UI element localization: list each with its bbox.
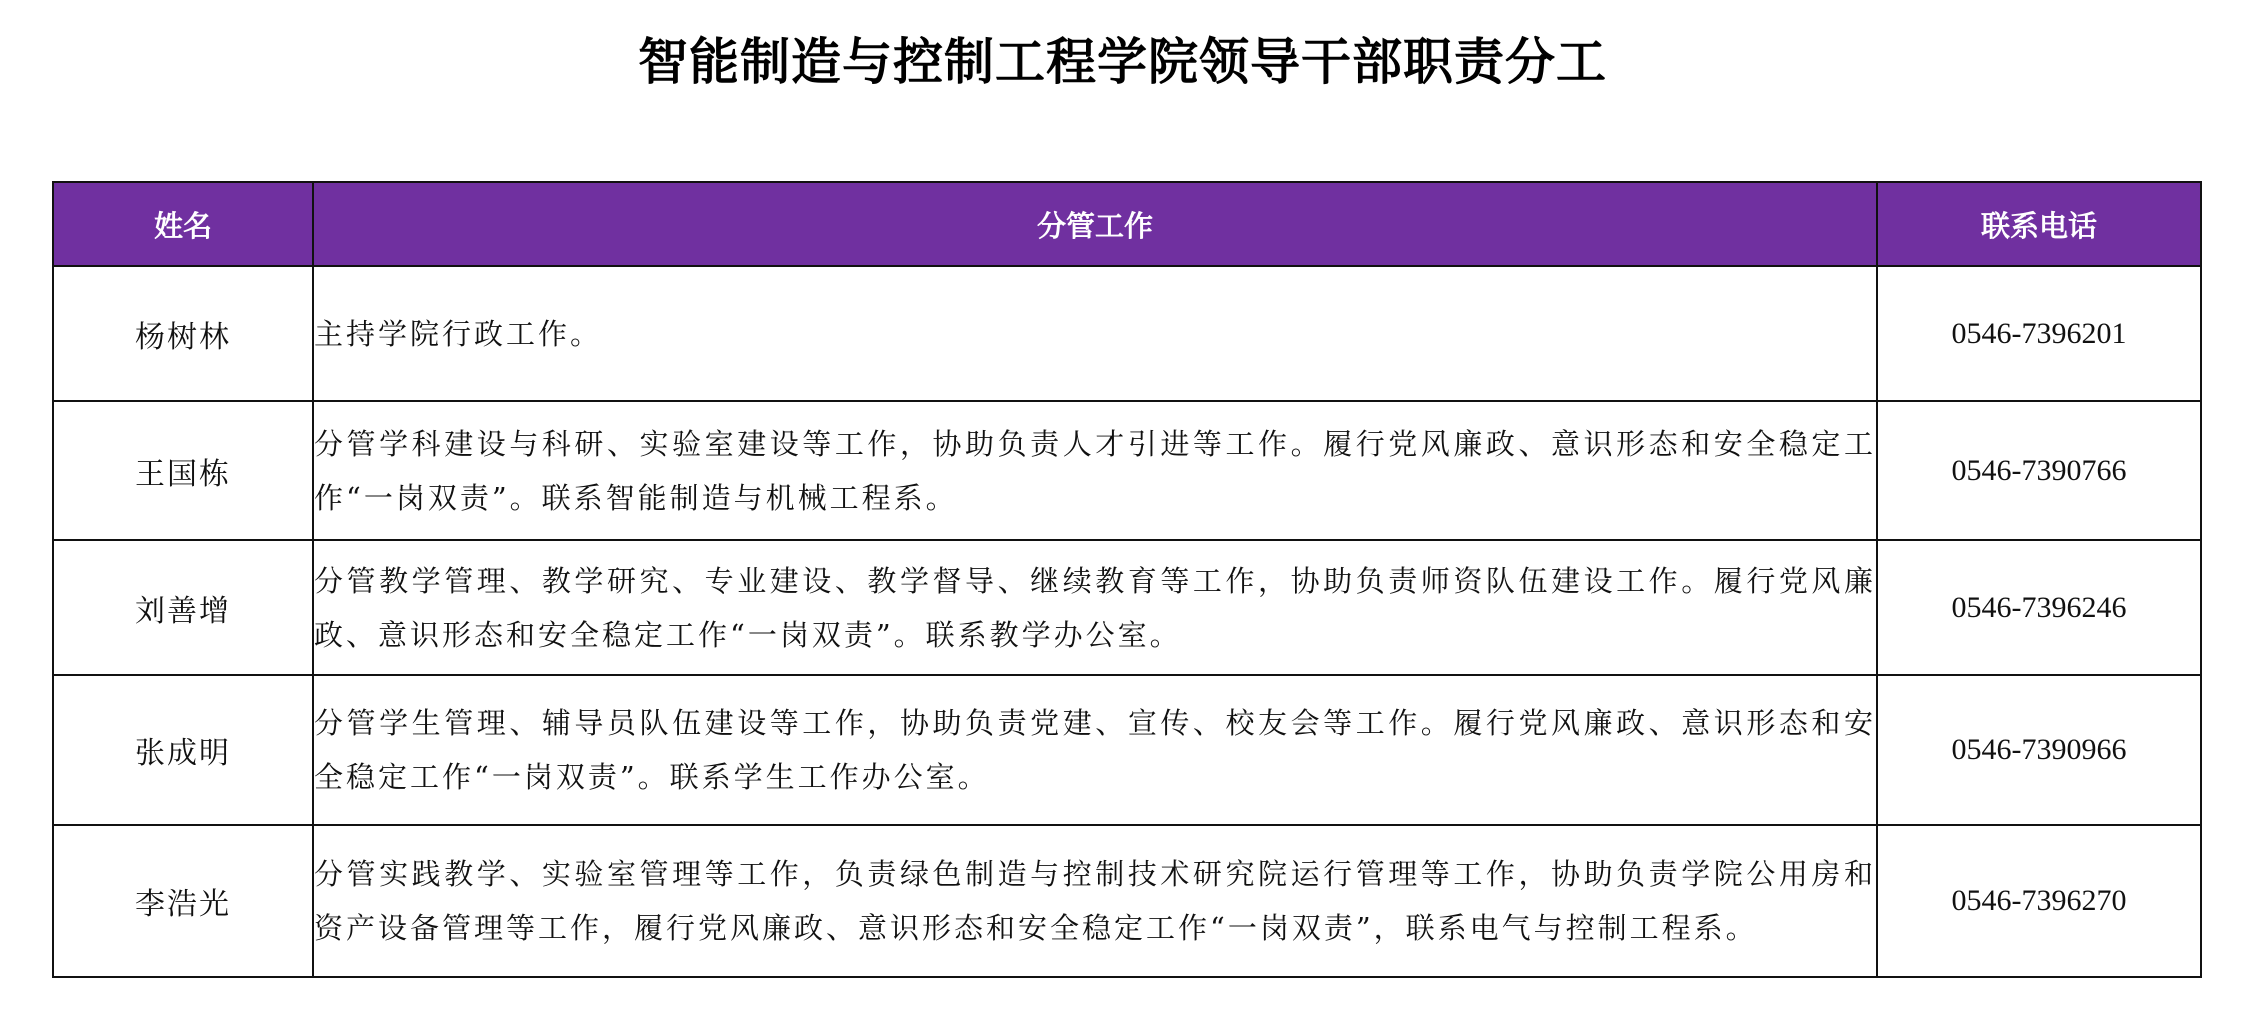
leader-name: 王国栋 [53, 401, 313, 540]
table-row [53, 266, 2201, 401]
table-row [53, 675, 2201, 825]
column-header-phone: 联系电话 [1877, 182, 2201, 266]
phone-number: 0546-7396246 [1877, 540, 2201, 675]
page-title: 智能制造与控制工程学院领导干部职责分工 [638, 32, 1607, 91]
duty-description: 分管实践教学、实验室管理等工作，负责绿色制造与控制技术研究院运行管理等工作，协助负责学院公用房和资产设备管理等工作，履行党风廉政、意识形态和安全稳定工作“一岗双责”，联系电气与控制工程系。 [313, 825, 1877, 977]
leader-name: 杨树林 [53, 266, 313, 401]
table-row [53, 540, 2201, 675]
phone-number: 0546-7390966 [1877, 675, 2201, 825]
phone-number: 0546-7390766 [1877, 401, 2201, 540]
table-row [53, 825, 2201, 977]
table-header-row [53, 182, 2201, 266]
leader-name: 张成明 [53, 675, 313, 825]
leader-name: 李浩光 [53, 825, 313, 977]
table-row [53, 401, 2201, 540]
phone-number: 0546-7396270 [1877, 825, 2201, 977]
duty-description: 主持学院行政工作。 [313, 266, 1877, 401]
duty-description: 分管教学管理、教学研究、专业建设、教学督导、继续教育等工作，协助负责师资队伍建设工作。履行党风廉政、意识形态和安全稳定工作“一岗双责”。联系教学办公室。 [313, 540, 1877, 675]
duty-description: 分管学科建设与科研、实验室建设等工作，协助负责人才引进等工作。履行党风廉政、意识形态和安全稳定工作“一岗双责”。联系智能制造与机械工程系。 [313, 401, 1877, 540]
leader-name: 刘善增 [53, 540, 313, 675]
column-header-name: 姓名 [53, 182, 313, 266]
column-header-work: 分管工作 [313, 182, 1877, 266]
phone-number: 0546-7396201 [1877, 266, 2201, 401]
duty-table [52, 181, 2202, 978]
duty-description: 分管学生管理、辅导员队伍建设等工作，协助负责党建、宣传、校友会等工作。履行党风廉政、意识形态和安全稳定工作“一岗双责”。联系学生工作办公室。 [313, 675, 1877, 825]
